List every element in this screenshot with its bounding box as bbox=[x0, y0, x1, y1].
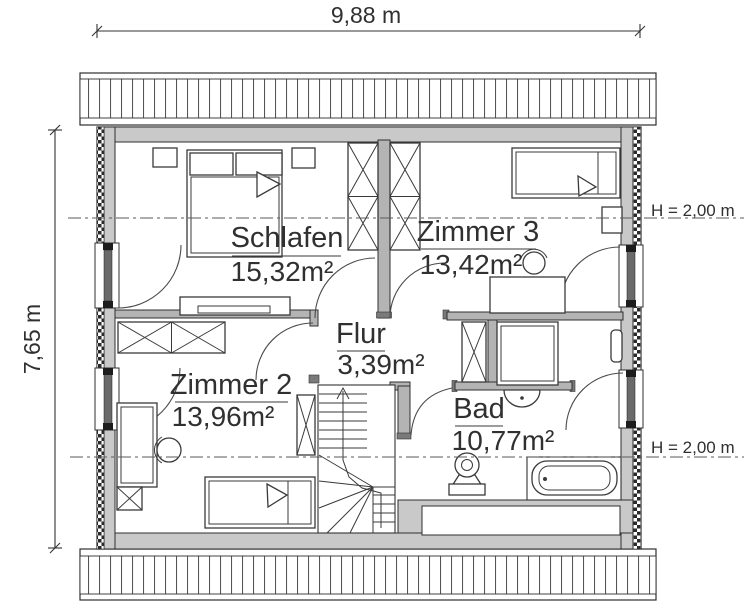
room-area-flur: 3,39m² bbox=[337, 349, 425, 380]
room-name-flur: Flur bbox=[336, 318, 386, 350]
left-wall-insulation bbox=[97, 127, 104, 549]
cabinet-bad bbox=[462, 322, 486, 382]
width-dimension bbox=[92, 2, 645, 38]
room-name-zimmer2: Zimmer 2 bbox=[169, 369, 293, 401]
room-name-zimmer3: Zimmer 3 bbox=[416, 216, 540, 248]
height-dimension bbox=[19, 125, 62, 553]
bed-zimmer2 bbox=[205, 477, 315, 528]
room-label-zimmer2 bbox=[170, 369, 292, 432]
nightstand-zimmer3 bbox=[602, 207, 622, 233]
height-dimension-label: 7,65 m bbox=[19, 303, 45, 375]
height-marker-upper: H = 2,00 m bbox=[651, 201, 735, 220]
room-area-zimmer3: 13,42m² bbox=[419, 249, 523, 280]
wall-flur-bad bbox=[398, 386, 410, 436]
room-area-bad: 10,77m² bbox=[451, 425, 555, 456]
sideboard-schlafen bbox=[180, 297, 290, 315]
desk-zimmer2 bbox=[117, 403, 157, 487]
wall-zimmer2-flur bbox=[310, 310, 318, 326]
staircase bbox=[318, 385, 395, 533]
room-area-schlafen: 15,32m² bbox=[230, 256, 334, 287]
width-dimension-label: 9,88 m bbox=[330, 2, 402, 28]
desk-zimmer3 bbox=[490, 277, 565, 313]
bottom-roof-strip bbox=[80, 549, 656, 600]
bathtub bbox=[527, 457, 621, 500]
cabinet-zimmer2-stair bbox=[297, 395, 315, 455]
cabinet-zimmer2-corner bbox=[117, 487, 142, 510]
height-marker-lower: H = 2,00 m bbox=[651, 438, 735, 457]
wardrobe-schlafen bbox=[348, 143, 378, 250]
room-name-bad: Bad bbox=[453, 393, 505, 425]
room-name-schlafen: Schlafen bbox=[230, 222, 344, 254]
bed-zimmer3 bbox=[512, 148, 620, 198]
wall-bad-shower bbox=[488, 320, 497, 385]
wardrobe-zimmer3-side bbox=[390, 143, 420, 250]
right-wall-insulation bbox=[633, 127, 641, 549]
room-area-zimmer2: 13,96m² bbox=[171, 401, 275, 432]
top-roof-strip bbox=[80, 73, 656, 125]
shelf-schlafen-right bbox=[292, 148, 315, 168]
shower-bad bbox=[497, 322, 558, 385]
radiator-bad bbox=[611, 330, 622, 362]
wall-schlafen-zimmer3 bbox=[378, 140, 390, 318]
shelf-schlafen-left bbox=[153, 148, 177, 167]
knee-wall-channel bbox=[422, 506, 620, 535]
wardrobe-zimmer2 bbox=[118, 322, 225, 353]
